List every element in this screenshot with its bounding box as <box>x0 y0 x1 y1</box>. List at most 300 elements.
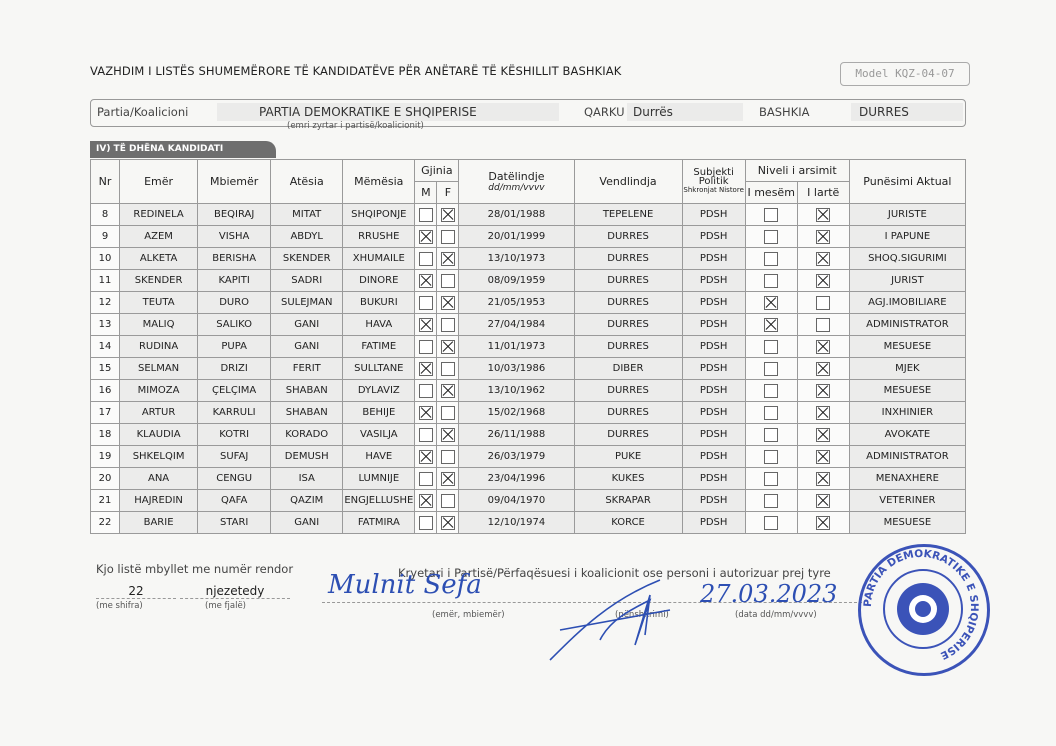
gender-f-checkbox[interactable] <box>441 472 455 486</box>
cell-atesia: SHABAN <box>271 402 343 424</box>
edu-mesem-checkbox[interactable] <box>764 318 778 332</box>
date-caption: (data dd/mm/vvvv) <box>735 610 817 620</box>
row-nr: 8 <box>91 204 120 226</box>
cell-party: PDSH <box>682 424 745 446</box>
edu-mesem-checkbox[interactable] <box>764 252 778 266</box>
col-gjinia: Gjinia <box>415 160 459 182</box>
edu-mesem-checkbox[interactable] <box>764 208 778 222</box>
bashkia-label: BASHKIA <box>759 105 810 119</box>
row-nr: 16 <box>91 380 120 402</box>
cell-place: DIBER <box>574 358 682 380</box>
table-row <box>91 292 966 314</box>
qarku-label: QARKU <box>584 105 625 119</box>
model-code: Model KQZ-04-07 <box>840 62 970 86</box>
datelindje-label: Datëlindje <box>488 170 545 183</box>
cell-place: PUKE <box>574 446 682 468</box>
table-row <box>91 226 966 248</box>
cell-place: TEPELENE <box>574 204 682 226</box>
row-nr: 12 <box>91 292 120 314</box>
party-row <box>90 99 966 131</box>
gender-f-checkbox[interactable] <box>441 318 455 332</box>
gender-m-checkbox[interactable] <box>419 296 433 310</box>
cell-atesia: SULEJMAN <box>271 292 343 314</box>
gender-f-checkbox[interactable] <box>441 230 455 244</box>
gender-m-checkbox[interactable] <box>419 516 433 530</box>
table-row <box>91 248 966 270</box>
gender-f-checkbox[interactable] <box>441 450 455 464</box>
party-stamp <box>858 544 990 676</box>
cell-mbiemer: PUPA <box>198 336 271 358</box>
cell-date: 26/11/1988 <box>459 424 574 446</box>
cell-atesia: KORADO <box>271 424 343 446</box>
edu-larte-checkbox[interactable] <box>816 274 830 288</box>
candidates-table <box>90 159 966 534</box>
gender-f-cell <box>437 512 459 534</box>
words-caption: (me fjalë) <box>205 601 246 611</box>
signature-icon <box>540 570 690 670</box>
bashkia-value: DURRES <box>851 103 963 121</box>
cell-job: MESUESE <box>849 380 965 402</box>
cell-emer: ANA <box>120 468 198 490</box>
col-vendlindja: Vendlindja <box>574 160 682 204</box>
cell-date: 09/04/1970 <box>459 490 574 512</box>
cell-memesia: BUKURI <box>343 292 415 314</box>
cell-date: 15/02/1968 <box>459 402 574 424</box>
gender-f-checkbox[interactable] <box>441 516 455 530</box>
cell-party: PDSH <box>682 204 745 226</box>
cell-place: DURRES <box>574 314 682 336</box>
cell-emer: MIMOZA <box>120 380 198 402</box>
gender-f-cell <box>437 380 459 402</box>
col-niveli: Niveli i arsimit <box>745 160 849 182</box>
edu-mesem-checkbox[interactable] <box>764 362 778 376</box>
gender-f-cell <box>437 402 459 424</box>
gender-f-checkbox[interactable] <box>441 340 455 354</box>
gender-m-checkbox[interactable] <box>419 362 433 376</box>
gender-f-cell <box>437 424 459 446</box>
qarku-value: Durrës <box>627 103 743 121</box>
cell-party: PDSH <box>682 402 745 424</box>
page-title: VAZHDIM I LISTËS SHUMEMËRORE TË KANDIDATËVE PËR ANËTARË TË KËSHILLIT BASHKIAK <box>90 64 622 78</box>
edu-mesem-checkbox[interactable] <box>764 340 778 354</box>
gender-m-cell <box>415 292 437 314</box>
cell-mbiemer: STARI <box>198 512 271 534</box>
gender-f-cell <box>437 270 459 292</box>
gender-m-cell <box>415 424 437 446</box>
stamp-logo-ring <box>883 569 963 649</box>
edu-larte-checkbox[interactable] <box>816 428 830 442</box>
cell-emer: SKENDER <box>120 270 198 292</box>
cell-atesia: GANI <box>271 512 343 534</box>
gender-f-checkbox[interactable] <box>441 362 455 376</box>
cell-party: PDSH <box>682 270 745 292</box>
cell-party: PDSH <box>682 380 745 402</box>
gender-f-cell <box>437 314 459 336</box>
cell-job: JURIST <box>849 270 965 292</box>
cell-atesia: SADRI <box>271 270 343 292</box>
col-atesia: Atësia <box>271 160 343 204</box>
cell-job: JURISTE <box>849 204 965 226</box>
table-row <box>91 204 966 226</box>
col-edu-larte: I lartë <box>797 182 849 204</box>
edu-larte-checkbox[interactable] <box>816 362 830 376</box>
gender-m-cell <box>415 468 437 490</box>
gender-m-checkbox[interactable] <box>419 208 433 222</box>
cell-memesia: FATMIRA <box>343 512 415 534</box>
closing-number-digits: 22 <box>96 584 176 599</box>
cell-place: DURRES <box>574 402 682 424</box>
edu-larte-cell <box>797 490 849 512</box>
cell-mbiemer: BERISHA <box>198 248 271 270</box>
edu-mesem-checkbox[interactable] <box>764 296 778 310</box>
cell-party: PDSH <box>682 512 745 534</box>
row-nr: 17 <box>91 402 120 424</box>
cell-atesia: FERIT <box>271 358 343 380</box>
cell-place: DURRES <box>574 248 682 270</box>
edu-mesem-checkbox[interactable] <box>764 494 778 508</box>
cell-emer: AZEM <box>120 226 198 248</box>
gender-m-checkbox[interactable] <box>419 472 433 486</box>
cell-mbiemer: DURO <box>198 292 271 314</box>
edu-larte-cell <box>797 512 849 534</box>
gender-m-cell <box>415 314 437 336</box>
row-nr: 19 <box>91 446 120 468</box>
cell-mbiemer: SUFAJ <box>198 446 271 468</box>
gender-f-checkbox[interactable] <box>441 296 455 310</box>
edu-mesem-checkbox[interactable] <box>764 450 778 464</box>
gender-f-cell <box>437 468 459 490</box>
gender-m-checkbox[interactable] <box>419 384 433 398</box>
row-nr: 21 <box>91 490 120 512</box>
gender-m-cell <box>415 512 437 534</box>
table-row <box>91 314 966 336</box>
cell-date: 27/04/1984 <box>459 314 574 336</box>
col-datelindje <box>459 160 574 204</box>
cell-date: 28/01/1988 <box>459 204 574 226</box>
gender-m-cell <box>415 380 437 402</box>
edu-mesem-checkbox[interactable] <box>764 384 778 398</box>
cell-party: PDSH <box>682 314 745 336</box>
col-gender-m: M <box>415 182 437 204</box>
gender-f-checkbox[interactable] <box>441 274 455 288</box>
name-caption: (emër, mbiemër) <box>432 610 505 620</box>
edu-mesem-cell <box>745 468 797 490</box>
edu-mesem-cell <box>745 512 797 534</box>
edu-mesem-cell <box>745 314 797 336</box>
cell-mbiemer: SALIKO <box>198 314 271 336</box>
edu-larte-checkbox[interactable] <box>816 450 830 464</box>
stamp-text: PARTIA DEMOKRATIKE E SHQIPERISE <box>861 547 981 662</box>
cell-mbiemer: QAFA <box>198 490 271 512</box>
cell-memesia: ENGJELLUSHE <box>343 490 415 512</box>
cell-job: SHOQ.SIGURIMI <box>849 248 965 270</box>
row-nr: 20 <box>91 468 120 490</box>
gender-m-cell <box>415 358 437 380</box>
edu-larte-cell <box>797 468 849 490</box>
cell-party: PDSH <box>682 358 745 380</box>
edu-mesem-checkbox[interactable] <box>764 406 778 420</box>
cell-date: 08/09/1959 <box>459 270 574 292</box>
closing-text: Kjo listë mbyllet me numër rendor <box>96 562 294 576</box>
edu-larte-checkbox[interactable] <box>816 494 830 508</box>
table-row <box>91 490 966 512</box>
cell-party: PDSH <box>682 226 745 248</box>
row-nr: 18 <box>91 424 120 446</box>
col-subjekti <box>682 160 745 204</box>
edu-mesem-checkbox[interactable] <box>764 230 778 244</box>
cell-place: DURRES <box>574 292 682 314</box>
gender-f-checkbox[interactable] <box>441 208 455 222</box>
edu-mesem-cell <box>745 270 797 292</box>
gender-m-cell <box>415 490 437 512</box>
cell-date: 11/01/1973 <box>459 336 574 358</box>
closing-number-words: njezetedy <box>180 584 290 599</box>
edu-larte-checkbox[interactable] <box>816 318 830 332</box>
gender-f-cell <box>437 248 459 270</box>
party-label: Partia/Koalicioni <box>97 105 189 119</box>
cell-date: 23/04/1996 <box>459 468 574 490</box>
row-nr: 11 <box>91 270 120 292</box>
cell-memesia: RRUSHE <box>343 226 415 248</box>
cell-memesia: HAVA <box>343 314 415 336</box>
cell-mbiemer: VISHA <box>198 226 271 248</box>
cell-job: I PAPUNE <box>849 226 965 248</box>
edu-mesem-cell <box>745 204 797 226</box>
gender-m-checkbox[interactable] <box>419 450 433 464</box>
cell-atesia: ABDYL <box>271 226 343 248</box>
edu-larte-cell <box>797 226 849 248</box>
cell-job: AVOKATE <box>849 424 965 446</box>
gender-m-cell <box>415 336 437 358</box>
edu-larte-checkbox[interactable] <box>816 472 830 486</box>
row-nr: 10 <box>91 248 120 270</box>
gender-m-cell <box>415 402 437 424</box>
gender-f-cell <box>437 358 459 380</box>
row-nr: 14 <box>91 336 120 358</box>
gender-m-checkbox[interactable] <box>419 494 433 508</box>
cell-memesia: DYLAVIZ <box>343 380 415 402</box>
edu-mesem-checkbox[interactable] <box>764 428 778 442</box>
cell-emer: ALKETA <box>120 248 198 270</box>
edu-larte-checkbox[interactable] <box>816 208 830 222</box>
cell-job: MESUESE <box>849 336 965 358</box>
edu-larte-checkbox[interactable] <box>816 384 830 398</box>
edu-mesem-cell <box>745 248 797 270</box>
cell-emer: RUDINA <box>120 336 198 358</box>
gender-m-cell <box>415 226 437 248</box>
edu-larte-cell <box>797 292 849 314</box>
gender-f-checkbox[interactable] <box>441 428 455 442</box>
gender-f-cell <box>437 226 459 248</box>
cell-place: SKRAPAR <box>574 490 682 512</box>
chair-text: Kryetari i Partisë/Përfaqësuesi i koalicionit ose personi i autorizuar prej tyre <box>398 566 831 580</box>
edu-larte-checkbox[interactable] <box>816 516 830 530</box>
cell-emer: SHKELQIM <box>120 446 198 468</box>
cell-emer: HAJREDIN <box>120 490 198 512</box>
col-gender-f: F <box>437 182 459 204</box>
cell-job: INXHINIER <box>849 402 965 424</box>
cell-place: DURRES <box>574 380 682 402</box>
cell-atesia: QAZIM <box>271 490 343 512</box>
cell-memesia: SULLTANE <box>343 358 415 380</box>
row-nr: 15 <box>91 358 120 380</box>
gender-m-checkbox[interactable] <box>419 340 433 354</box>
pd-logo-icon <box>885 571 961 647</box>
table-row <box>91 358 966 380</box>
edu-larte-cell <box>797 358 849 380</box>
cell-date: 26/03/1979 <box>459 446 574 468</box>
gender-f-cell <box>437 292 459 314</box>
cell-job: ADMINISTRATOR <box>849 314 965 336</box>
digits-caption: (me shifra) <box>96 601 143 611</box>
party-value: PARTIA DEMOKRATIKE E SHQIPERISE <box>217 103 559 121</box>
gender-f-checkbox[interactable] <box>441 406 455 420</box>
table-row <box>91 424 966 446</box>
gender-f-cell <box>437 204 459 226</box>
cell-memesia: SHQIPONJE <box>343 204 415 226</box>
cell-emer: TEUTA <box>120 292 198 314</box>
sign-caption: (nënshkrimi) <box>615 610 669 620</box>
cell-mbiemer: KOTRI <box>198 424 271 446</box>
edu-mesem-checkbox[interactable] <box>764 472 778 486</box>
cell-memesia: VASILJA <box>343 424 415 446</box>
edu-larte-checkbox[interactable] <box>816 340 830 354</box>
handwritten-date: 27.03.2023 <box>700 580 838 608</box>
cell-atesia: GANI <box>271 314 343 336</box>
cell-party: PDSH <box>682 490 745 512</box>
cell-emer: SELMAN <box>120 358 198 380</box>
cell-job: MENAXHERE <box>849 468 965 490</box>
cell-memesia: XHUMAILE <box>343 248 415 270</box>
cell-atesia: SKENDER <box>271 248 343 270</box>
cell-date: 20/01/1999 <box>459 226 574 248</box>
gender-m-checkbox[interactable] <box>419 406 433 420</box>
col-punesimi: Punësimi Aktual <box>849 160 965 204</box>
cell-emer: KLAUDIA <box>120 424 198 446</box>
cell-atesia: MITAT <box>271 204 343 226</box>
subjekti-sub-label: Shkronjat Nistore <box>683 186 744 194</box>
cell-emer: MALIQ <box>120 314 198 336</box>
edu-larte-cell <box>797 380 849 402</box>
edu-mesem-checkbox[interactable] <box>764 274 778 288</box>
edu-larte-checkbox[interactable] <box>816 230 830 244</box>
cell-atesia: ISA <box>271 468 343 490</box>
cell-mbiemer: KARRULI <box>198 402 271 424</box>
table-row <box>91 512 966 534</box>
edu-larte-cell <box>797 424 849 446</box>
cell-atesia: DEMUSH <box>271 446 343 468</box>
edu-larte-checkbox[interactable] <box>816 406 830 420</box>
row-nr: 13 <box>91 314 120 336</box>
cell-mbiemer: DRIZI <box>198 358 271 380</box>
cell-place: DURRES <box>574 226 682 248</box>
row-nr: 22 <box>91 512 120 534</box>
edu-mesem-cell <box>745 292 797 314</box>
edu-mesem-cell <box>745 424 797 446</box>
edu-mesem-cell <box>745 490 797 512</box>
col-emer: Emër <box>120 160 198 204</box>
cell-party: PDSH <box>682 336 745 358</box>
col-mbiemer: Mbiemër <box>198 160 271 204</box>
edu-mesem-cell <box>745 402 797 424</box>
edu-mesem-cell <box>745 446 797 468</box>
cell-place: KORCE <box>574 512 682 534</box>
table-row <box>91 468 966 490</box>
cell-party: PDSH <box>682 248 745 270</box>
subjekti-label: Subjekti Politik <box>693 167 734 187</box>
cell-party: PDSH <box>682 446 745 468</box>
table-row <box>91 380 966 402</box>
gender-m-checkbox[interactable] <box>419 274 433 288</box>
cell-place: DURRES <box>574 424 682 446</box>
cell-job: AGJ.IMOBILIARE <box>849 292 965 314</box>
edu-mesem-checkbox[interactable] <box>764 516 778 530</box>
cell-emer: ARTUR <box>120 402 198 424</box>
cell-place: DURRES <box>574 336 682 358</box>
cell-job: ADMINISTRATOR <box>849 446 965 468</box>
cell-atesia: GANI <box>271 336 343 358</box>
gender-f-cell <box>437 446 459 468</box>
cell-mbiemer: BEQIRAJ <box>198 204 271 226</box>
cell-job: MESUESE <box>849 512 965 534</box>
edu-larte-cell <box>797 270 849 292</box>
gender-m-checkbox[interactable] <box>419 230 433 244</box>
section-header: IV) TË DHËNA KANDIDATI <box>90 141 276 158</box>
gender-m-cell <box>415 248 437 270</box>
cell-date: 13/10/1973 <box>459 248 574 270</box>
gender-f-checkbox[interactable] <box>441 252 455 266</box>
gender-f-checkbox[interactable] <box>441 384 455 398</box>
gender-f-checkbox[interactable] <box>441 494 455 508</box>
gender-m-checkbox[interactable] <box>419 252 433 266</box>
cell-emer: REDINELA <box>120 204 198 226</box>
cell-job: VETERINER <box>849 490 965 512</box>
cell-memesia: LUMNIJE <box>343 468 415 490</box>
gender-m-checkbox[interactable] <box>419 318 433 332</box>
cell-memesia: DINORE <box>343 270 415 292</box>
edu-larte-cell <box>797 402 849 424</box>
row-nr: 9 <box>91 226 120 248</box>
cell-mbiemer: KAPITI <box>198 270 271 292</box>
gender-f-cell <box>437 490 459 512</box>
cell-mbiemer: ÇELÇIMA <box>198 380 271 402</box>
edu-mesem-cell <box>745 358 797 380</box>
gender-m-cell <box>415 204 437 226</box>
gender-m-cell <box>415 270 437 292</box>
edu-mesem-cell <box>745 226 797 248</box>
col-nr: Nr <box>91 160 120 204</box>
table-row <box>91 270 966 292</box>
cell-date: 21/05/1953 <box>459 292 574 314</box>
cell-mbiemer: CENGU <box>198 468 271 490</box>
cell-date: 12/10/1974 <box>459 512 574 534</box>
cell-party: PDSH <box>682 292 745 314</box>
edu-larte-checkbox[interactable] <box>816 296 830 310</box>
cell-date: 10/03/1986 <box>459 358 574 380</box>
edu-larte-cell <box>797 248 849 270</box>
gender-m-cell <box>415 446 437 468</box>
gender-m-checkbox[interactable] <box>419 428 433 442</box>
edu-larte-checkbox[interactable] <box>816 252 830 266</box>
cell-job: MJEK <box>849 358 965 380</box>
handwritten-name: Mulnit Sefa <box>328 570 482 600</box>
cell-date: 13/10/1962 <box>459 380 574 402</box>
table-row <box>91 336 966 358</box>
edu-larte-cell <box>797 446 849 468</box>
edu-mesem-cell <box>745 380 797 402</box>
cell-atesia: SHABAN <box>271 380 343 402</box>
edu-mesem-cell <box>745 336 797 358</box>
